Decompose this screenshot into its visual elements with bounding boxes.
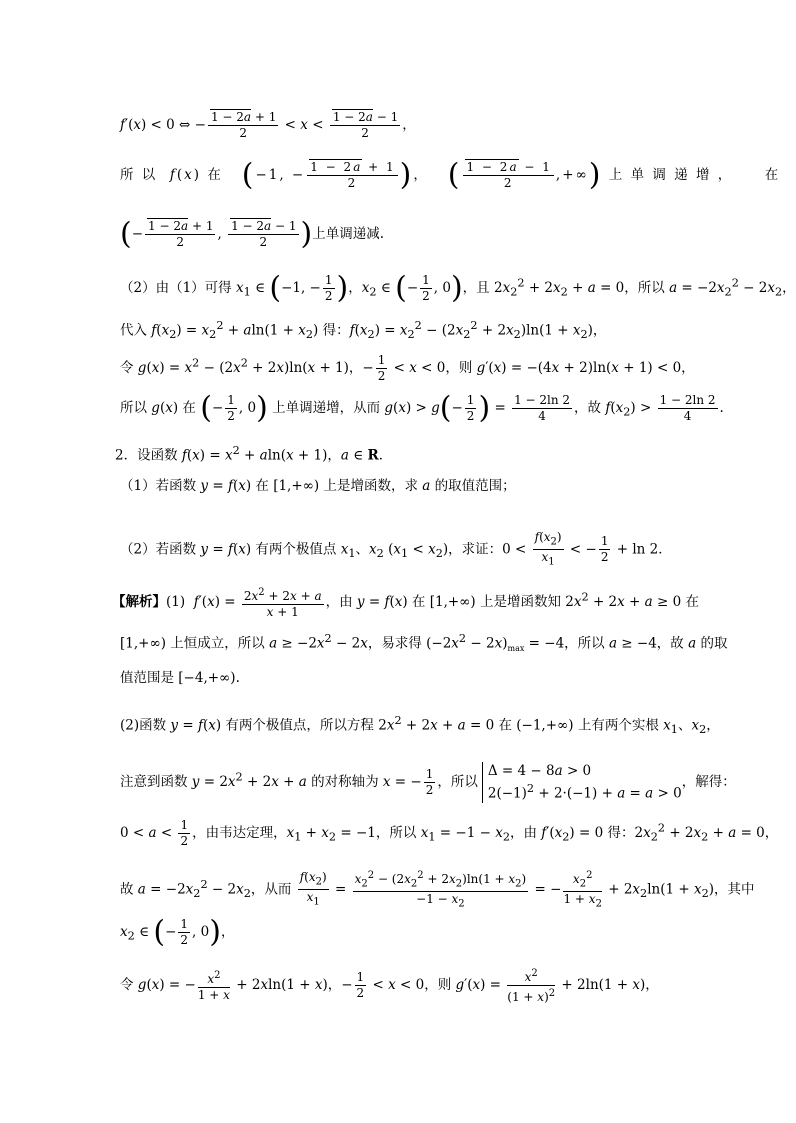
problem-2-part-1: （1）若函数 y = f(x) 在 [1,+∞) 上是增函数，求 a 的取值范围； [120, 478, 516, 494]
solution-line-9: 令 g(x) = − $\frac{x^2}{1 + x}$ + 2xln(1 + x)，− $\frac{1}{2}$ < x < 0，则 g′(x) = $\frac{x^2}{(1 + x)^2}$ + 2ln(1 + x)， [120, 968, 659, 1004]
solution-line-1: 【解析】(1) f′(x) = $\frac{2x^2 + 2x + a}{x + 1}$ ，由 y = f(x) 在 [1,+∞) 上是增函数知 $2x^2 + 2x + a \ge 0$ 在 [112, 587, 700, 619]
solution-line-8: $x_2$ ∈ (− $\frac{1}{2}$ , 0)， [120, 914, 235, 950]
solution-line-5: 注意到函数 $y = 2x^2 + 2x + a$ 的对称轴为 x = − $\frac{1}{2}$ ，所以Δ = 4 − 8a > 0 $2(-1)^2 + 2\cdot(-1) + a = a > 0$，解得： [120, 763, 736, 802]
text-line-2: 所 以 f(x) 在 (−1, − $\frac{1 - 2a + 1}{2}$ )， ( $\frac{1 - 2a - 1}{2}$ ,+∞) 上 单 调 递 增 ， 在 [120, 157, 781, 193]
solution-line-7: 故 $a = -2x_2^2 - 2x_2$，从而 $\frac{f(x_2)}{x_1}$ = $\frac{x_2^2 - (2x_2^2 + 2x_2)\ln(1 + x_2)}{-1 - x_2}$ = − $\frac{x_2^2}{1 + x_2}$ + $2x_2\ln(1 + x_2)$，其中 [120, 870, 755, 910]
solution-line-4: (2)函数 y = f(x) 有两个极值点，所以方程 $2x^2 + 2x + a = 0$ 在 (−1,+∞) 上有两个实根 $x_1$、$x_2$， [120, 714, 720, 737]
problem-2-part-2: （2）若函数 y = f(x) 有两个极值点 $x_1$、$x_2$ $(x_1 < x_2)$，求证：0 < $\frac{f(x_2)}{x_1}$ < − $\frac{1}{2}$ + ln 2． [120, 530, 672, 568]
equation-line-1: f′(x) < 0 ⇔ − $\frac{1 - 2a + 1}{2}$ < x < $\frac{1 - 2a - 1}{2}$ ， [120, 110, 416, 140]
text-line-7: 所以 g(x) 在 (− $\frac{1}{2}$ , 0) 上单调递增，从而 g(x) > g(− $\frac{1}{2}$ ) = $\frac{1 - 2\ln 2}{4}$ ，故 $f(x_2)$ > $\frac{1 - 2\ln 2}{4}$ . [120, 390, 724, 426]
solution-line-6: 0 < a < $\frac{1}{2}$ ，由韦达定理，$x_1 + x_2 = -1$，所以 $x_1 = -1 - x_2$，由 $f'(x_2) = 0$ 得：$2x_2^2 + 2x_2 + a = 0$， [120, 818, 779, 848]
text-line-5: 代入 $f(x_2) = x_2^2 + aln(1 + x_2)$ 得：$f(x_2) = x_2^2 - (2x_2^2 + 2x_2)\ln(1 + x_2)$， [120, 319, 607, 342]
solution-line-2: [1,+∞) 上恒成立，所以 $a \ge -2x^2 - 2x$，易求得 $(-2x^2 - 2x)_{max} = -4$，所以 a ≥ −4，故 a 的取 [120, 632, 728, 654]
problem-2-statement: 2．设函数 $f(x) = x^2 + aln(x + 1)$，a ∈ R． [115, 444, 393, 464]
text-line-6: 令 $g(x) = x^2 - (2x^2 + 2x)\ln(x + 1)$，− $\frac{1}{2}$ < x < 0，则 g′(x) = −(4x + 2)ln(x + 1) < 0， [120, 353, 695, 383]
solution-line-3: 值范围是 [−4,+∞). [120, 670, 240, 686]
text-line-4: （2）由（1）可得 $x_1$ ∈ (−1, − $\frac{1}{2}$ )，$x_2$ ∈ (− $\frac{1}{2}$ , 0)，且 $2x_2^2 + 2x_2 + a = 0$，所以 $a = -2x_2^2 - 2x_2$， [120, 270, 796, 306]
text-line-3: (− $\frac{1 - 2a + 1}{2}$ , $\frac{1 - 2a - 1}{2}$ )上单调递减. [120, 216, 385, 252]
